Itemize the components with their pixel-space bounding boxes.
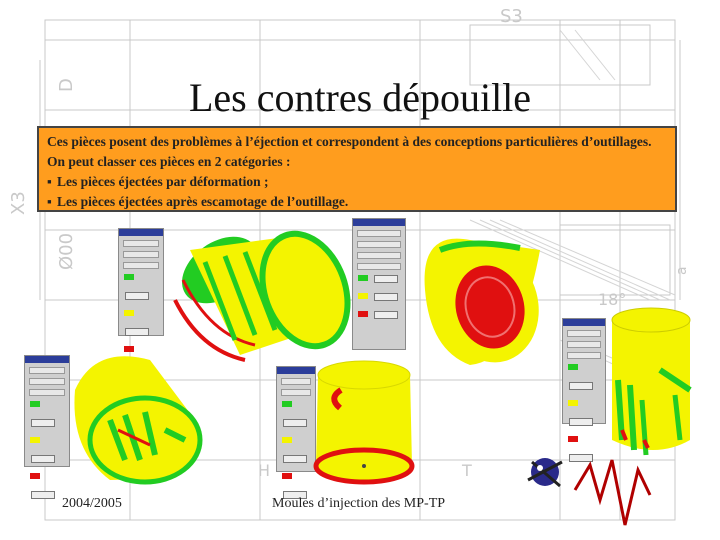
intro-text: Ces pièces posent des problèmes à l’éjection et correspondent à des conceptions particulières d’outillages. On peut classer ces pièces en 2 catégories : <box>47 134 652 169</box>
label-t: T <box>462 461 472 480</box>
part-cup <box>316 361 412 482</box>
slide-title: Les contres dépouille <box>188 75 532 120</box>
label-18deg: 18° <box>598 290 627 309</box>
footer-date: 2004/2005 <box>62 496 122 511</box>
bullet-text: Les pièces éjectées après escamotage de l’outillage. <box>57 194 349 209</box>
footer-course: Moules d’injection des MP-TP <box>272 496 446 511</box>
label-a: a <box>674 266 690 275</box>
label-d: D <box>56 78 77 92</box>
part-slotted-cylinder <box>612 308 690 455</box>
label-x3: X3 <box>8 191 29 215</box>
logo-mascot <box>528 458 650 525</box>
label-h: H <box>258 461 271 480</box>
bullet-icon: ▪ <box>47 174 52 189</box>
bullet-icon: ▪ <box>47 194 52 209</box>
part-clip-cylinder <box>74 356 200 482</box>
label-d00: Ø00 <box>56 232 77 270</box>
part-threaded-cylinder <box>170 222 363 360</box>
part-threaded-ring <box>425 237 552 374</box>
label-s3: S3 <box>500 6 523 27</box>
bullet-text: Les pièces éjectées par déformation ; <box>57 174 269 189</box>
